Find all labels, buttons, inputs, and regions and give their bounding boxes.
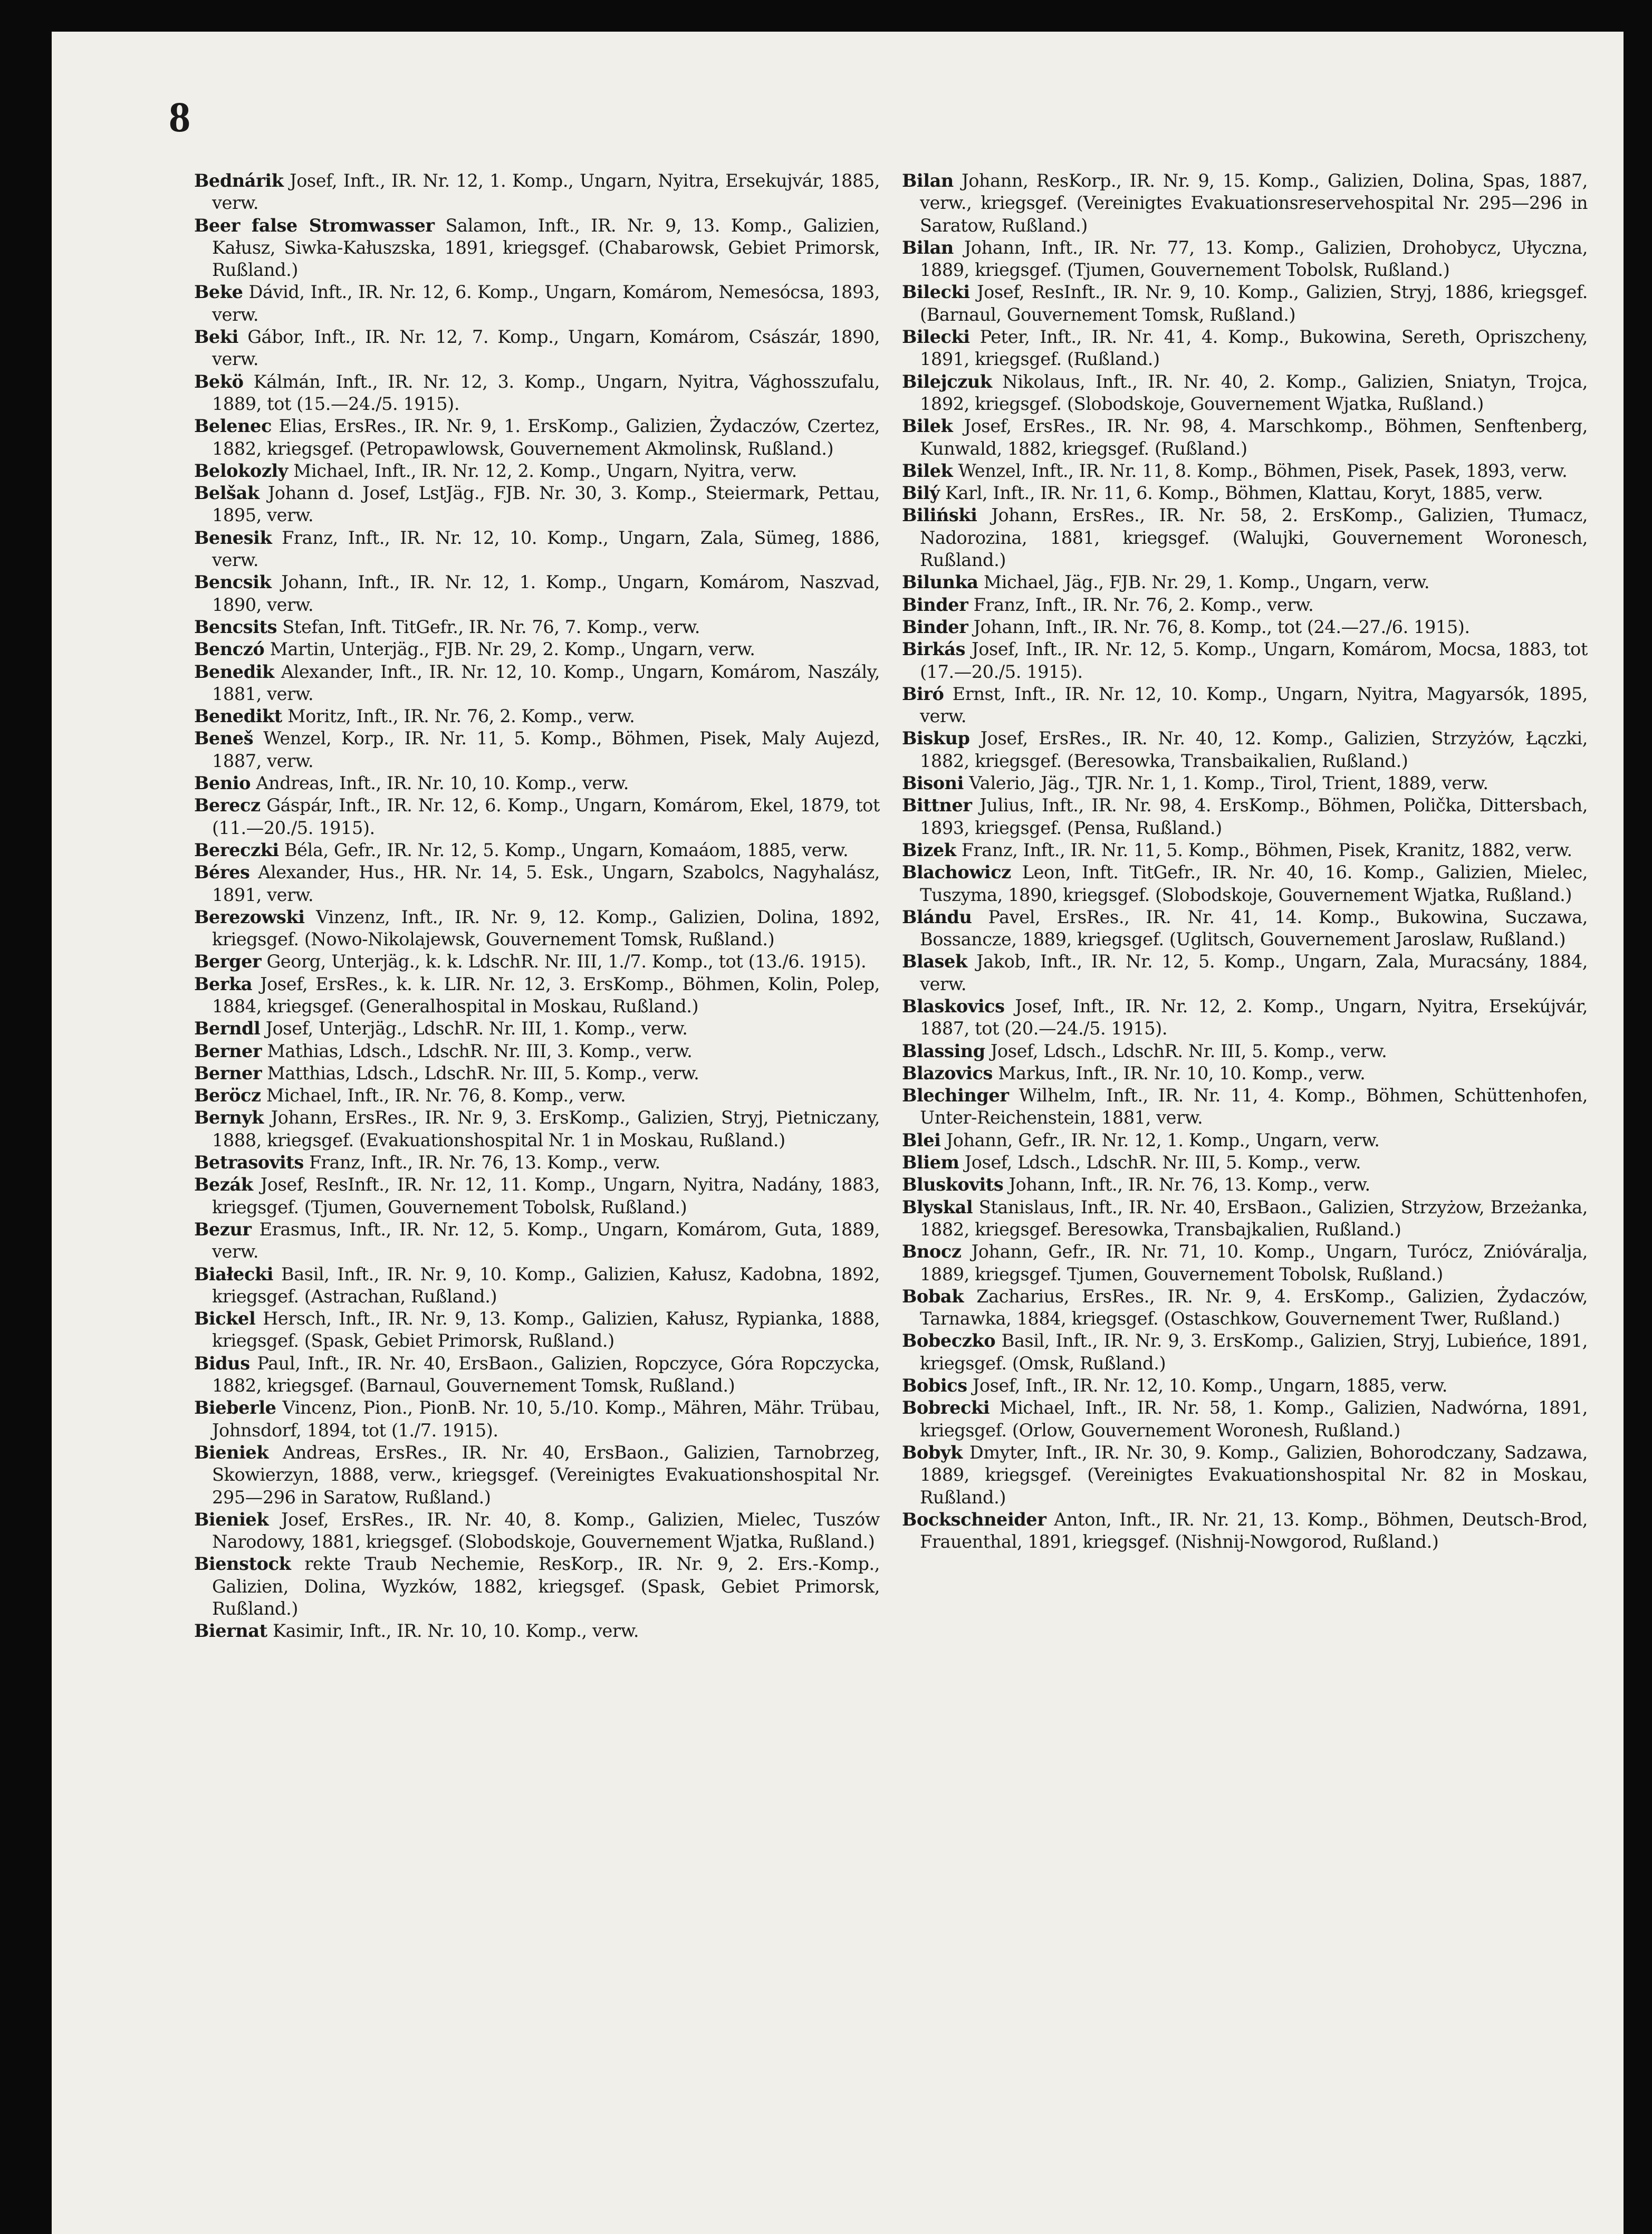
list-item [902,1174,1588,1196]
entry-surname: Bilek [902,416,953,437]
entry-surname: Bobeczko [902,1330,996,1351]
entry-surname: Bereczki [194,839,279,860]
entry-surname: Blaskovics [902,995,1005,1017]
list-item [902,415,1588,460]
entry-surname: Bittner [902,795,972,816]
entry-details: Stefan, Inft. TitGefr., IR. Nr. 76, 7. Komp., verw. [277,616,700,637]
entry-surname: Benio [194,773,251,794]
entry-surname: Blechinger [902,1085,1009,1106]
entry-surname: Berecz [194,795,261,816]
entry-details: Michael, Jäg., FJB. Nr. 29, 1. Komp., Ungarn, verw. [978,572,1430,593]
entry-details: Salamon, Inft., IR. Nr. 9, 13. Komp., Galizien, Kałusz, Siwka-Kałuszska, 1891, kriegsgef. (Chabarowsk, Gebiet Primorsk, Rußland.) [212,215,880,281]
list-item [194,1107,880,1152]
entry-details: Basil, Inft., IR. Nr. 9, 3. ErsKomp., Galizien, Stryj, Lubieńce, 1891, kriegsgef. (Omsk, Rußland.) [920,1330,1588,1374]
entry-details: Julius, Inft., IR. Nr. 98, 4. ErsKomp., Böhmen, Polička, Dittersbach, 1893, kriegsgef. (Pensa, Rußland.) [920,795,1588,838]
list-item [194,326,880,371]
entry-surname: Beki [194,327,238,348]
list-item [902,861,1588,906]
list-item [194,794,880,839]
entry-surname: Blachowicz [902,862,1011,883]
list-item [902,616,1588,638]
entry-details: Johann, Inft., IR. Nr. 76, 13. Komp., verw. [1003,1174,1370,1195]
entry-details: Johann, ResKorp., IR. Nr. 9, 15. Komp., Galizien, Dolina, Spas, 1887, verw., kriegsgef. (Vereinigtes Evakuationsreservehospital Nr. 295—296 in Saratow, Rußland.) [920,170,1588,236]
entry-details: Karl, Inft., IR. Nr. 11, 6. Komp., Böhmen, Klattau, Koryt, 1885, verw. [939,483,1543,504]
entry-surname: Bilecki [902,327,970,348]
entry-surname: Bilek [902,460,953,481]
entry-surname: Bobyk [902,1442,963,1463]
entry-details: Josef, ErsRes., IR. Nr. 40, 8. Komp., Galizien, Mielec, Tuszów Narodowy, 1881, kriegsgef. (Slobodskoje, Gouvernement Wjatka, Rußland.) [212,1509,880,1552]
entry-surname: Bidus [194,1353,250,1374]
entry-details: Andreas, Inft., IR. Nr. 10, 10. Komp., verw. [251,773,629,794]
entry-details: Gáspár, Inft., IR. Nr. 12, 6. Komp., Ungarn, Komárom, Ekel, 1879, tot (11.—20./5. 1915). [212,795,880,838]
entry-surname: Bliem [902,1152,959,1173]
list-item [194,1620,880,1642]
entry-surname: Berger [194,951,262,972]
list-item [194,1085,880,1107]
entry-surname: Binder [902,594,968,615]
list-item [194,661,880,706]
list-item [902,326,1588,371]
entry-details: Zacharius, ErsRes., IR. Nr. 9, 4. ErsKomp., Galizien, Żydaczów, Tarnawka, 1884, kriegsgef. (Ostaschkow, Gouvernement Twer, Rußland.) [920,1286,1588,1329]
entry-surname: Blazovics [902,1062,993,1084]
entry-surname: Bieniek [194,1509,269,1530]
list-item [902,1286,1588,1330]
entry-details: Basil, Inft., IR. Nr. 9, 10. Komp., Galizien, Kałusz, Kadobna, 1892, kriegsgef. (Astrachan, Rußland.) [212,1263,880,1307]
list-item [194,951,880,973]
entry-surname: Bilan [902,170,954,191]
entry-details: Andreas, ErsRes., IR. Nr. 40, ErsBaon., Galizien, Tarnobrzeg, Skowierzyn, 1888, verw., kriegsgef. (Vereinigtes Evakuationshospital Nr. 295—296 in Saratow, Rußland.) [212,1442,880,1508]
list-item [902,170,1588,237]
list-item [902,727,1588,772]
entry-surname: Bednárik [194,170,284,191]
entry-details: Valerio, Jäg., TJR. Nr. 1, 1. Komp., Tirol, Trient, 1889, verw. [963,773,1488,794]
entry-surname: Blassing [902,1040,985,1061]
entry-surname: Bernyk [194,1107,264,1128]
entry-details: Johann, Inft., IR. Nr. 77, 13. Komp., Galizien, Drohobycz, Ułyczna, 1889, kriegsgef. (Tjumen, Gouvernement Tobolsk, Rußland.) [920,237,1588,281]
entry-details: Josef, ErsRes., k. k. LIR. Nr. 12, 3. ErsKomp., Böhmen, Kolin, Polep, 1884, kriegsgef. (Generalhospital in Moskau, Rußland.) [212,973,880,1017]
entry-details: Josef, Inft., IR. Nr. 12, 1. Komp., Ungarn, Nyitra, Ersekujvár, 1885, verw. [212,170,880,214]
entry-details: Stanislaus, Inft., IR. Nr. 40, ErsBaon., Galizien, Strzyżow, Brzeżanka, 1882, kriegsgef. Beresowka, Transbajkalien, Rußland.) [920,1196,1588,1240]
entry-details: Franz, Inft., IR. Nr. 76, 2. Komp., verw. [968,594,1314,615]
entry-surname: Benedikt [194,706,282,727]
list-item [194,973,880,1018]
entry-details: Nikolaus, Inft., IR. Nr. 40, 2. Komp., Galizien, Sniatyn, Trojca, 1892, kriegsgef. (Slobodskoje, Gouvernement Wjatka, Rußland.) [920,371,1588,414]
entry-surname: Blyskal [902,1196,973,1217]
entry-surname: Bisoni [902,773,964,794]
entry-details: Anton, Inft., IR. Nr. 21, 13. Komp., Böhmen, Deutsch-Brod, Frauenthal, 1891, kriegsgef. (Nishnij-Nowgorod, Rußland.) [920,1509,1588,1552]
entry-surname: Benczó [194,639,265,660]
entry-surname: Beer false Stromwasser [194,215,435,236]
entry-surname: Bobics [902,1375,967,1396]
list-item [194,1040,880,1062]
entry-surname: Betrasovits [194,1152,304,1173]
entry-details: Jakob, Inft., IR. Nr. 12, 5. Komp., Ungarn, Zala, Muracsány, 1884, verw. [920,951,1588,994]
list-item [902,1397,1588,1442]
list-item [194,1442,880,1509]
entry-details: Ernst, Inft., IR. Nr. 12, 10. Komp., Ungarn, Nyitra, Magyarsók, 1895, verw. [920,683,1588,727]
entry-surname: Blasek [902,951,967,972]
entry-details: Martin, Unterjäg., FJB. Nr. 29, 2. Komp., Ungarn, verw. [264,639,755,660]
entry-surname: Birkás [902,639,966,660]
entry-surname: Bieniek [194,1442,269,1463]
list-item [194,460,880,482]
list-item [194,906,880,951]
entry-surname: Bobak [902,1286,964,1307]
entry-details: Wenzel, Inft., IR. Nr. 11, 8. Komp., Böhmen, Pisek, Pasek, 1893, verw. [953,460,1568,481]
list-item [194,1353,880,1397]
list-item [194,727,880,772]
entry-surname: Blei [902,1129,941,1150]
entry-surname: Bencsik [194,572,272,593]
entry-surname: Berka [194,973,253,994]
entry-details: Josef, Ldsch., LdschR. Nr. III, 5. Komp., verw. [985,1040,1387,1061]
entry-details: Elias, ErsRes., IR. Nr. 9, 1. ErsKomp., Galizien, Żydaczów, Czertez, 1882, kriegsgef. (Petropawlowsk, Gouvernement Akmolinsk, Rußland.) [212,416,880,459]
list-item [902,683,1588,728]
list-item [902,772,1588,794]
entry-surname: Berezowski [194,906,305,927]
entry-surname: Bekö [194,371,244,392]
entry-details: Michael, Inft., IR. Nr. 76, 8. Komp., verw. [261,1085,626,1106]
list-item [194,839,880,861]
list-item [902,1196,1588,1241]
list-item [194,482,880,527]
list-item [194,1174,880,1219]
entry-details: Erasmus, Inft., IR. Nr. 12, 5. Komp., Ungarn, Komárom, Guta, 1889, verw. [212,1219,880,1262]
entry-details: Hersch, Inft., IR. Nr. 9, 13. Komp., Galizien, Kałusz, Rypianka, 1888, kriegsgef. (Spask, Gebiet Primorsk, Rußland.) [212,1308,880,1351]
list-item [194,861,880,906]
entry-details: Georg, Unterjäg., k. k. LdschR. Nr. III, 1./7. Komp., tot (13./6. 1915). [261,951,867,972]
entry-details: Johann, Inft., IR. Nr. 76, 8. Komp., tot (24.—27./6. 1915). [968,616,1470,637]
list-item [194,415,880,460]
list-item [902,1152,1588,1174]
entry-details: Dávid, Inft., IR. Nr. 12, 6. Komp., Ungarn, Komárom, Nemesócsa, 1893, verw. [212,282,880,325]
entry-surname: Belšak [194,483,260,504]
list-item [194,1308,880,1353]
entry-surname: Bezur [194,1219,252,1240]
entry-surname: Biró [902,683,944,704]
entry-details: Leon, Inft. TitGefr., IR. Nr. 40, 16. Komp., Galizien, Mielec, Tuszyma, 1890, kriegsgef. (Slobodskoje, Gouvernement Wjatka, Rußland.) [920,862,1588,905]
entry-surname: Belenec [194,416,272,437]
list-item [902,504,1588,571]
entry-surname: Bizek [902,839,956,860]
entry-details: Kálmán, Inft., IR. Nr. 12, 3. Komp., Ungarn, Nyitra, Vághosszufalu, 1889, tot (15.—24./5. 1915). [212,371,880,414]
entry-surname: Bobrecki [902,1397,990,1418]
entry-surname: Beke [194,282,243,303]
entry-details: Josef, Inft., IR. Nr. 12, 2. Komp., Ungarn, Nyitra, Ersekújvár, 1887, tot (20.—24./5. 1915). [920,995,1588,1039]
entry-details: Josef, ResInft., IR. Nr. 9, 10. Komp., Galizien, Stryj, 1886, kriegsgef. (Barnaul, Gouvernement Tomsk, Rußland.) [920,282,1588,325]
list-item [194,215,880,282]
entry-surname: Bieberle [194,1397,276,1418]
list-item [902,482,1588,504]
entry-details: Matthias, Ldsch., LdschR. Nr. III, 5. Komp., verw. [262,1062,699,1084]
entry-details: Dmyter, Inft., IR. Nr. 30, 9. Komp., Galizien, Bohorodczany, Sadzawa, 1889, kriegsgef. (Vereinigtes Evakuationshospital Nr. 82 in Moskau, Rußland.) [920,1442,1588,1508]
entry-details: Johann, Inft., IR. Nr. 12, 1. Komp., Ungarn, Komárom, Naszvad, 1890, verw. [212,572,880,615]
entry-details: Johann, Gefr., IR. Nr. 71, 10. Komp., Ungarn, Turócz, Zniόváralja, 1889, kriegsgef. Tjumen, Gouvernement Tobolsk, Rußland.) [920,1241,1588,1284]
entry-details: Mathias, Ldsch., LdschR. Nr. III, 3. Komp., verw. [262,1040,693,1061]
entry-details: Paul, Inft., IR. Nr. 40, ErsBaon., Galizien, Ropczyce, Góra Ropczycka, 1882, kriegsgef. (Barnaul, Gouvernement Tomsk, Rußland.) [212,1353,880,1396]
entry-surname: Biliński [902,505,977,526]
list-item [194,638,880,660]
list-item [194,1219,880,1263]
entry-details: Gábor, Inft., IR. Nr. 12, 7. Komp., Ungarn, Komárom, Császár, 1890, verw. [212,327,880,370]
list-item [194,527,880,572]
list-item [194,1062,880,1085]
entry-details: Markus, Inft., IR. Nr. 10, 10. Komp., verw. [992,1062,1366,1084]
entry-surname: Biskup [902,728,970,749]
list-item [902,1509,1588,1554]
list-item [902,281,1588,326]
list-item [902,839,1588,861]
list-item [902,1062,1588,1085]
list-item [194,1553,880,1620]
entry-surname: Berner [194,1040,262,1061]
entry-surname: Bezák [194,1174,253,1195]
entry-details: Josef, Inft., IR. Nr. 12, 5. Komp., Ungarn, Komárom, Mocsa, 1883, tot (17.—20./5. 1915). [920,639,1588,682]
entry-surname: Blándu [902,906,972,927]
entry-details: Kasimir, Inft., IR. Nr. 10, 10. Komp., verw. [267,1621,639,1642]
list-item [194,1152,880,1174]
entry-surname: Berner [194,1062,262,1084]
entry-surname: Bienstock [194,1554,291,1575]
entry-surname: Bilunka [902,572,978,593]
list-item [194,1509,880,1554]
list-item [902,951,1588,995]
entry-details: Johann, ErsRes., IR. Nr. 9, 3. ErsKomp., Galizien, Stryj, Pietniczany, 1888, kriegsgef. (Evakuationshospital Nr. 1 in Moskau, Rußland.) [212,1107,880,1150]
list-item [902,1330,1588,1375]
list-item [902,906,1588,951]
list-item [902,794,1588,839]
entry-details: Peter, Inft., IR. Nr. 41, 4. Komp., Bukowina, Sereth, Opriszcheny, 1891, kriegsgef. (Rußland.) [920,327,1588,370]
entry-details: Franz, Inft., IR. Nr. 76, 13. Komp., verw. [303,1152,660,1173]
entry-surname: Benesik [194,527,272,548]
list-item [194,371,880,416]
entry-surname: Bockschneider [902,1509,1046,1530]
entry-details: Alexander, Inft., IR. Nr. 12, 10. Komp., Ungarn, Komárom, Naszály, 1881, verw. [212,661,880,704]
entry-details: Moritz, Inft., IR. Nr. 76, 2. Komp., verw. [282,706,635,727]
entry-details: Josef, ResInft., IR. Nr. 12, 11. Komp., Ungarn, Nyitra, Nadány, 1883, kriegsgef. (Tjumen, Gouvernement Tobolsk, Rußland.) [212,1174,880,1217]
entry-details: Michael, Inft., IR. Nr. 58, 1. Komp., Galizien, Nadwórna, 1891, kriegsgef. (Orlow, Gouvernement Woronesh, Rußland.) [920,1397,1588,1441]
entry-surname: Bilecki [902,282,970,303]
entry-details: Wenzel, Korp., IR. Nr. 11, 5. Komp., Böhmen, Pisek, Maly Aujezd, 1887, verw. [212,728,880,771]
list-item [902,1085,1588,1129]
list-item [902,237,1588,282]
entry-surname: Binder [902,616,968,637]
entry-surname: Beneš [194,728,254,749]
list-item [194,571,880,616]
list-item [902,460,1588,482]
list-item [902,571,1588,593]
entry-surname: Belokozly [194,460,288,481]
list-item [194,1018,880,1040]
page-number: 8 [169,93,190,141]
entry-details: Vincenz, Pion., PionB. Nr. 10, 5./10. Komp., Mähren, Mähr. Trübau, Johnsdorf, 1894, tot (1./7. 1915). [212,1397,880,1441]
entry-surname: Beröcz [194,1085,261,1106]
entry-surname: Biernat [194,1621,267,1642]
list-item [194,1397,880,1442]
entry-details: Michael, Inft., IR. Nr. 12, 2. Komp., Ungarn, Nyitra, verw. [287,460,797,481]
entry-surname: Bilan [902,237,954,258]
right-column [902,170,1588,1553]
entry-details: Josef, Unterjäg., LdschR. Nr. III, 1. Komp., verw. [260,1018,688,1039]
list-item [194,772,880,794]
list-item [194,281,880,326]
page-sheet [52,32,1624,2234]
entry-details: Béla, Gefr., IR. Nr. 12, 5. Komp., Ungarn, Komaáom, 1885, verw. [278,839,849,860]
entry-details: Josef, Ldsch., LdschR. Nr. III, 5. Komp., verw. [959,1152,1361,1173]
entry-details: Pavel, ErsRes., IR. Nr. 41, 14. Komp., Bukowina, Suczawa, Bossancze, 1889, kriegsgef. (Uglitsch, Gouvernement Jaroslaw, Rußland.) [920,906,1588,950]
entry-surname: Béres [194,862,250,883]
entry-details: Wilhelm, Inft., IR. Nr. 11, 4. Komp., Böhmen, Schüttenhofen, Unter-Reichenstein, 1881, verw. [920,1085,1588,1128]
entry-details: Johann d. Josef, LstJäg., FJB. Nr. 30, 3. Komp., Steiermark, Pettau, 1895, verw. [212,483,880,526]
entry-details: Josef, ErsRes., IR. Nr. 40, 12. Komp., Galizien, Strzyżów, Łączki, 1882, kriegsgef. (Beresowka, Transbaikalien, Rußland.) [920,728,1588,771]
entry-surname: Bluskovits [902,1174,1004,1195]
entry-surname: Bnocz [902,1241,962,1262]
list-item [902,638,1588,683]
list-item [194,170,880,215]
list-item [194,705,880,727]
entry-details: rekte Traub Nechemie, ResKorp., IR. Nr. 9, 2. Ers.-Komp., Galizien, Dolina, Wyzków, 1882, kriegsgef. (Spask, Gebiet Primorsk, Rußland.) [212,1554,880,1619]
entry-details: Josef, Inft., IR. Nr. 12, 10. Komp., Ungarn, 1885, verw. [967,1375,1448,1396]
list-item [194,1263,880,1308]
list-item [902,995,1588,1040]
list-item [902,1442,1588,1509]
entry-details: Johann, ErsRes., IR. Nr. 58, 2. ErsKomp., Galizien, Tłumacz, Nadorozina, 1881, kriegsgef. (Walujki, Gouvernement Woronesch, Rußland.) [920,505,1588,571]
entry-surname: Bilý [902,483,940,504]
list-item [902,594,1588,616]
entry-surname: Berndl [194,1018,261,1039]
list-item [194,616,880,638]
list-item [902,1241,1588,1286]
list-item [902,1129,1588,1152]
list-item [902,1040,1588,1062]
entry-surname: Benedik [194,661,274,682]
entry-surname: Bilejczuk [902,371,992,392]
list-item [902,1375,1588,1397]
list-item [902,371,1588,416]
entry-details: Alexander, Hus., HR. Nr. 14, 5. Esk., Ungarn, Szabolcs, Nagyhalász, 1891, verw. [212,862,880,905]
entry-details: Josef, ErsRes., IR. Nr. 98, 4. Marschkomp., Böhmen, Senftenberg, Kunwald, 1882, kriegsgef. (Rußland.) [920,416,1588,459]
entry-surname: Białecki [194,1263,274,1284]
entry-surname: Bencsits [194,616,277,637]
entry-details: Franz, Inft., IR. Nr. 12, 10. Komp., Ungarn, Zala, Sümeg, 1886, verw. [212,527,880,571]
entry-details: Vinzenz, Inft., IR. Nr. 9, 12. Komp., Galizien, Dolina, 1892, kriegsgef. (Nowo-Nikolajewsk, Gouvernement Tomsk, Rußland.) [212,906,880,950]
entry-details: Johann, Gefr., IR. Nr. 12, 1. Komp., Ungarn, verw. [940,1129,1380,1150]
entry-surname: Bickel [194,1308,256,1329]
entry-details: Franz, Inft., IR. Nr. 11, 5. Komp., Böhmen, Pisek, Kranitz, 1882, verw. [956,839,1572,860]
left-column [194,170,880,1643]
